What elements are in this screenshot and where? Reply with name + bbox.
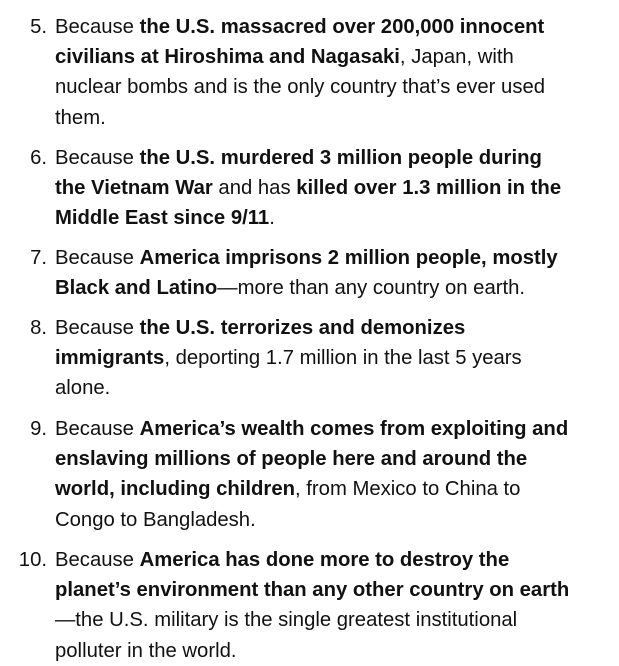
bold-text-segment: civilians at Hiroshima and Nagasaki: [55, 46, 400, 69]
bold-text-segment: America imprisons 2 million people, mostly: [139, 247, 558, 269]
text-segment: Because: [55, 147, 140, 169]
text-segment: polluter in the world.: [55, 639, 237, 662]
list-item-number: 7.: [30, 247, 47, 269]
text-line: [55, 313, 615, 343]
bold-text-segment: America’s wealth comes from exploiting and: [139, 418, 569, 440]
text-segment: Because: [55, 418, 140, 440]
text-line: [55, 12, 615, 42]
bold-text-segment: the U.S. massacred over 200,000 innocent: [139, 16, 545, 38]
bold-text-segment: planet’s environment than any other country on earth: [55, 579, 570, 602]
bold-text-segment: world, including children: [55, 478, 295, 501]
bold-text-segment: the U.S. murdered 3 million people during: [139, 147, 542, 169]
text-segment: them.: [55, 106, 106, 129]
text-line: [55, 243, 615, 273]
text-line: [55, 474, 615, 504]
text-segment: nuclear bombs and is the only country that’s ever used: [55, 76, 546, 99]
list-item-text: [55, 143, 615, 234]
bold-text-segment: enslaving millions of people here and around the: [55, 448, 528, 471]
text-segment: Congo to Bangladesh.: [55, 508, 256, 531]
text-line: [55, 273, 615, 303]
text-segment: alone.: [55, 377, 111, 400]
text-segment: , from Mexico to China to: [295, 478, 521, 501]
list-item-number: 6.: [30, 147, 47, 169]
text-line: [55, 173, 615, 203]
text-line: [55, 42, 615, 72]
list-item-text: [55, 414, 615, 535]
text-segment: —the U.S. military is the single greatest institutional: [55, 609, 518, 632]
text-line: [55, 343, 615, 373]
bold-text-segment: immigrants: [55, 347, 165, 370]
text-line: [55, 605, 615, 635]
list-item-number: 10.: [18, 549, 47, 571]
text-line: [55, 414, 615, 444]
text-segment: Because: [55, 549, 140, 571]
list-item-text: [55, 243, 615, 303]
text-segment: Because: [55, 16, 140, 38]
text-line: [55, 444, 615, 474]
bold-text-segment: the Vietnam War: [55, 177, 213, 200]
list-item-text: [55, 313, 615, 404]
list-item-number: 8.: [30, 317, 47, 339]
bold-text-segment: America has done more to destroy the: [139, 549, 510, 571]
bold-text-segment: Middle East since 9/11: [55, 207, 270, 230]
text-line: [55, 505, 615, 535]
text-segment: Because: [55, 317, 140, 339]
text-line: [55, 143, 615, 173]
bold-text-segment: the U.S. terrorizes and demonizes: [139, 317, 466, 339]
text-segment: and has: [212, 177, 297, 200]
list-item-number: 9.: [30, 418, 47, 440]
text-line: [55, 575, 615, 605]
list-item-text: [55, 12, 615, 133]
bold-text-segment: killed over 1.3 million in the: [296, 177, 562, 200]
text-line: [55, 72, 615, 102]
text-line: [55, 373, 615, 403]
text-segment: —more than any country on earth.: [217, 277, 526, 300]
text-line: [55, 203, 615, 233]
list-item-text: [55, 545, 615, 666]
text-line: [55, 636, 615, 666]
text-segment: , Japan, with: [399, 46, 514, 69]
text-segment: Because: [55, 247, 140, 269]
text-segment: , deporting 1.7 million in the last 5 years: [164, 347, 522, 370]
text-line: [55, 103, 615, 133]
bold-text-segment: Black and Latino: [55, 277, 218, 300]
text-line: [55, 545, 615, 575]
text-segment: .: [269, 207, 275, 230]
list-item-number: 5.: [30, 16, 47, 38]
